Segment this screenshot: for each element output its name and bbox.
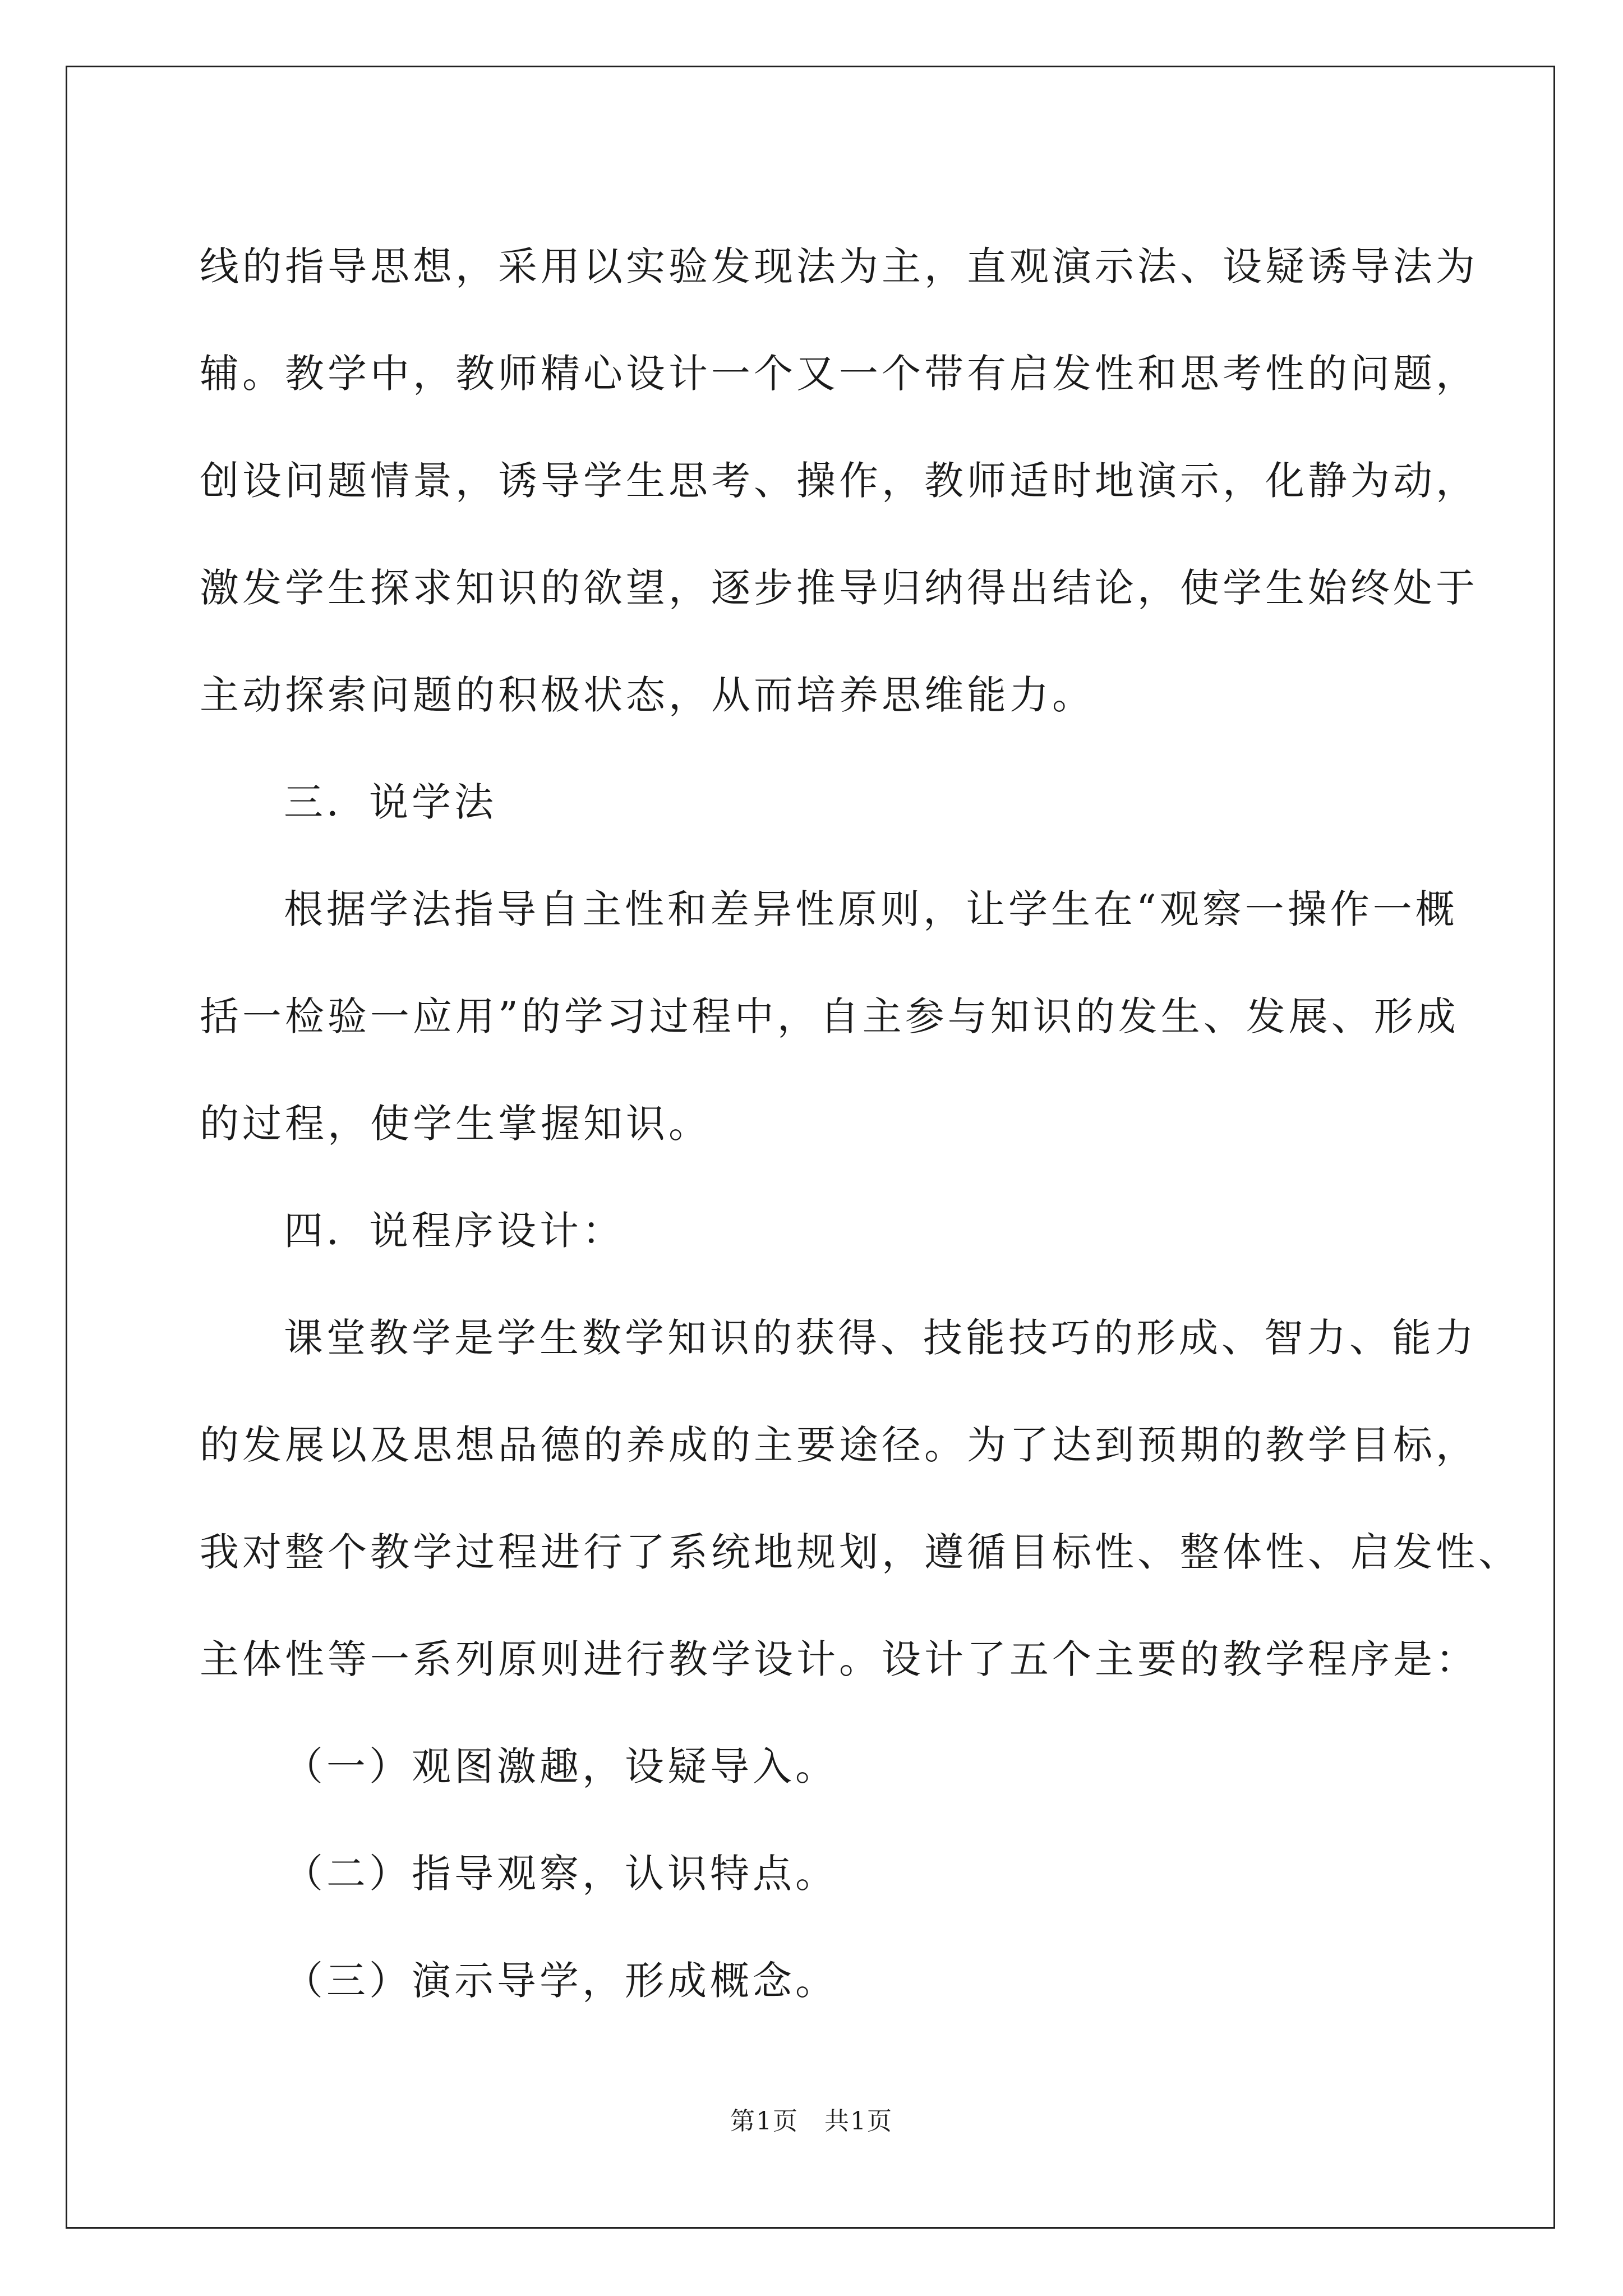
paragraph-line: 括一检验一应用”的学习过程中，自主参与知识的发生、发展、形成 — [200, 993, 1459, 1039]
paragraph-line: 的发展以及思想品德的养成的主要途径。为了达到预期的教学目标， — [200, 1422, 1478, 1468]
section-heading: 三．说学法 — [284, 779, 497, 825]
page-number-footer: 第1页 共1页 — [730, 2107, 893, 2136]
paragraph-line: 我对整个教学过程进行了系统地规划，遵循目标性、整体性、启发性、 — [200, 1529, 1521, 1575]
list-item: （三）演示导学，形成概念。 — [284, 1958, 838, 2004]
section-heading: 四．说程序设计： — [284, 1208, 625, 1254]
paragraph-line: 线的指导思想，采用以实验发现法为主，直观演示法、设疑诱导法为 — [200, 243, 1478, 289]
document-body — [200, 213, 1521, 2035]
paragraph-line: 根据学法指导自主性和差异性原则，让学生在“观察一操作一概 — [284, 886, 1458, 932]
paragraph-line: 的过程，使学生掌握知识。 — [200, 1101, 711, 1147]
paragraph-line: 辅。教学中，教师精心设计一个又一个带有启发性和思考性的问题， — [200, 351, 1478, 397]
paragraph-line: 创设问题情景，诱导学生思考、操作，教师适时地演示，化静为动， — [200, 458, 1478, 504]
list-item: （一）观图激趣，设疑导入。 — [284, 1743, 838, 1789]
paragraph-line: 课堂教学是学生数学知识的获得、技能技巧的形成、智力、能力 — [284, 1315, 1477, 1361]
paragraph-line: 激发学生探求知识的欲望，逐步推导归纳得出结论，使学生始终处于 — [200, 565, 1478, 611]
paragraph-line: 主动探索问题的积极状态，从而培养思维能力。 — [200, 672, 1095, 718]
list-item: （二）指导观察，认识特点。 — [284, 1851, 838, 1897]
paragraph-line: 主体性等一系列原则进行教学设计。设计了五个主要的教学程序是： — [200, 1636, 1478, 1682]
